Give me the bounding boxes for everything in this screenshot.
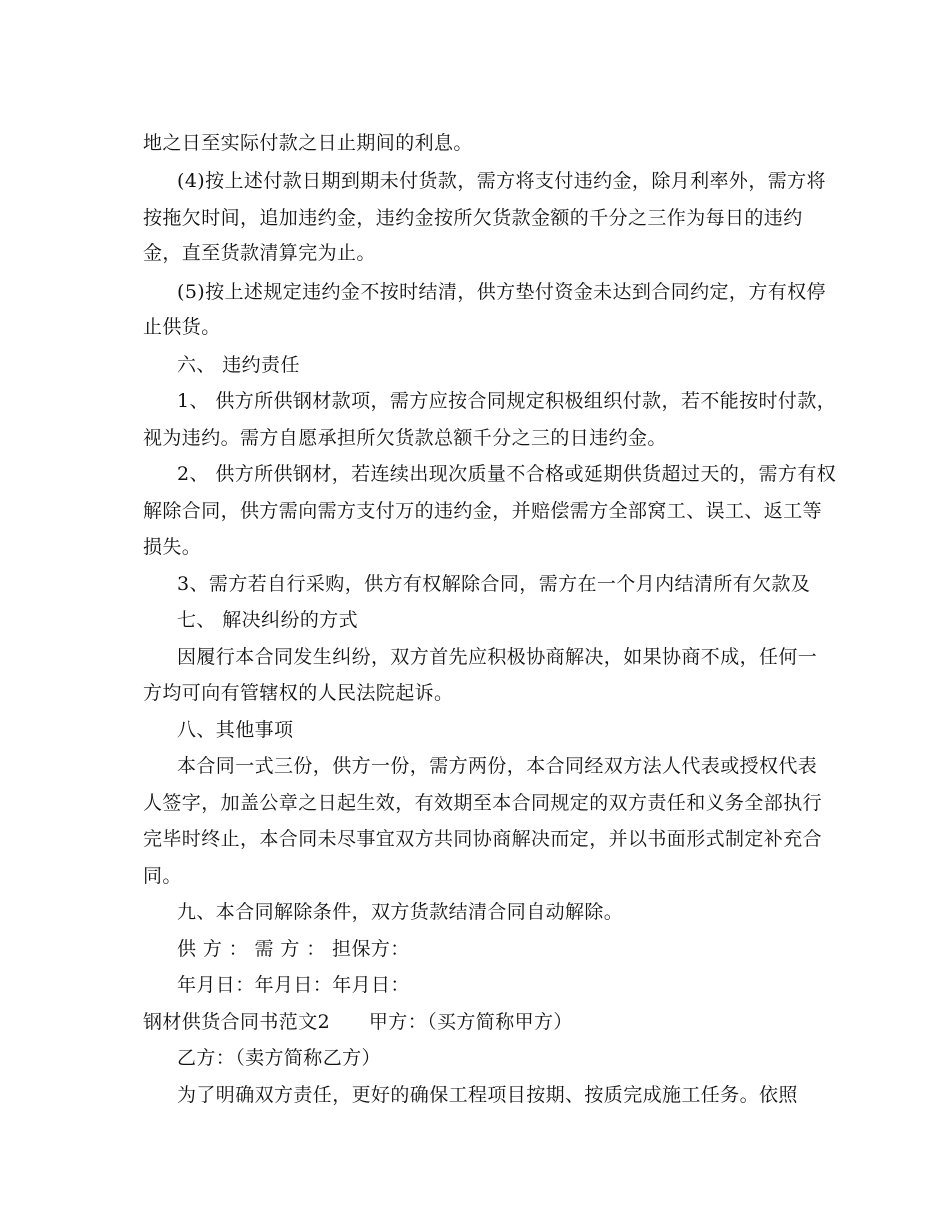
text-line: 按拖欠时间，追加违约金，违约金按所欠货款金额的千分之三作为每日的违约 (143, 207, 803, 229)
text-line: 方均可向有管辖权的人民法院起诉。 (143, 682, 454, 704)
text-line: 因履行本合同发生纠纷，双方首先应积极协商解决，如果协商不成，任何一 (177, 646, 818, 668)
text-line: 地之日至实际付款之日止期间的利息。 (143, 132, 473, 154)
section-heading: 七、 解决纠纷的方式 (177, 609, 359, 631)
text-line: 金，直至货款清算完为止。 (143, 242, 376, 264)
section-heading: 八、其他事项 (177, 719, 294, 741)
text-line: 视为违约。需方自愿承担所欠货款总额千分之三的日违约金。 (143, 427, 667, 449)
text-line: 为了明确双方责任，更好的确保工程项目按期、按质完成施工任务。依照 (177, 1084, 798, 1106)
text-line: 2、 供方所供钢材，若连续出现次质量不合格或延期供货超过天的，需方有权 (177, 463, 837, 485)
section-heading: 九、本合同解除条件，双方货款结清合同自动解除。 (177, 901, 624, 923)
text-line: 本合同一式三份，供方一份，需方两份，本合同经双方法人代表或授权代表 (177, 755, 818, 777)
text-line: 1、 供方所供钢材款项，需方应按合同规定积极组织付款，若不能按时付款， (177, 390, 837, 412)
document-title-line: 钢材供货合同书范文2 甲方：（买方简称甲方） (143, 1011, 573, 1033)
text-line: 同。 (143, 865, 182, 887)
text-line: 3、需方若自行采购，供方有权解除合同，需方在一个月内结清所有欠款及 (177, 573, 811, 595)
section-heading: 六、 违约责任 (177, 354, 300, 376)
text-line: 止供货。 (143, 316, 221, 338)
text-line: 人签字，加盖公章之日起生效，有效期至本合同规定的双方责任和义务全部执行 (143, 792, 823, 814)
text-line: 损失。 (143, 536, 202, 558)
date-line: 年月日：年月日：年月日： (177, 974, 410, 996)
text-line: 乙方：（卖方简称乙方） (177, 1047, 381, 1069)
text-line: 完毕时终止，本合同未尽事宜双方共同协商解决而定，并以书面形式制定补充合 (143, 828, 823, 850)
signature-line: 供 方 ： 需 方 ： 担保方： (177, 938, 410, 960)
text-line: (4)按上述付款日期到期未付货款，需方将支付违约金，除月利率外，需方将 (177, 170, 826, 192)
text-line: (5)按上述规定违约金不按时结清，供方垫付资金未达到合同约定，方有权停 (177, 281, 826, 303)
text-line: 解除合同，供方需向需方支付万的违约金，并赔偿需方全部窝工、误工、返工等 (143, 500, 823, 522)
